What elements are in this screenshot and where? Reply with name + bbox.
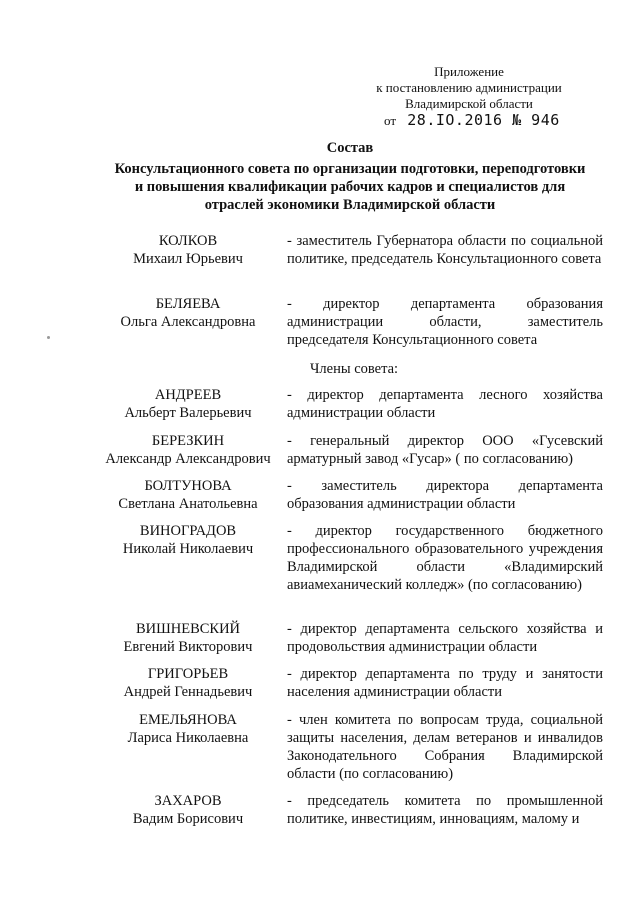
member-name [96,477,280,513]
member-given-name: Михаил Юрьевич [133,251,243,267]
title-line-1: Консультационного совета по организации подготовки, переподготовки [114,161,586,177]
appendix-region: Владимирской области [405,96,533,111]
member-role: - генеральный директор ООО «Гусевский арматурный завод «Гусар» ( по согласованию) [287,433,603,467]
document-title [80,139,620,214]
member-surname: ЕМЕЛЬЯНОВА [139,712,237,728]
member-name [96,620,280,656]
member-role: - заместитель Губернатора области по социальной политике, председатель Консультационного совета [287,233,603,267]
member-surname: ЗАХАРОВ [154,793,222,809]
margin-mark [47,336,50,339]
title-line-3: отраслей экономики Владимирской области [204,197,496,213]
appendix-header [364,64,574,112]
member-given-name: Вадим Борисович [132,811,244,827]
member-surname: АНДРЕЕВ [154,387,222,403]
member-role: - член комитета по вопросам труда, социальной защиты населения, делам ветеранов и инвалидов Законодательного Собрания Владимирской области (по согласованию) [287,712,603,782]
appendix-subtitle: к постановлению администрации [376,80,562,95]
member-role: - директор департамента сельского хозяйства и продовольствия администрации области [287,621,603,655]
members-section-label: Члены совета: [310,361,399,377]
member-given-name: Андрей Геннадьевич [123,684,253,700]
member-name [96,432,280,468]
member-surname: БЕРЕЗКИН [151,433,225,449]
member-role: - заместитель директора департамента образования администрации области [287,478,603,512]
member-given-name: Лариса Николаевна [127,730,249,746]
member-surname: ГРИГОРЬЕВ [147,666,229,682]
title-line-2: и повышения квалификации рабочих кадров и специалистов для [134,179,566,195]
appendix-title: Приложение [434,64,504,79]
order-prefix: от [384,113,397,128]
member-role: - председатель комитета по промышленной политике, инвестициям, инновациям, малому и [287,793,603,827]
order-line [384,111,560,130]
member-surname: ВИНОГРАДОВ [139,523,237,539]
member-given-name: Александр Александрович [105,451,271,467]
member-role: - директор департамента образования администрации области, заместитель председателя Консультационного совета [287,296,603,348]
member-name [96,711,280,747]
member-name [96,792,280,828]
member-surname: ВИШНЕВСКИЙ [135,621,241,637]
member-given-name: Ольга Александровна [120,314,256,330]
member-surname: БЕЛЯЕВА [155,296,221,312]
member-surname: БОЛТУНОВА [144,478,232,494]
member-given-name: Николай Николаевич [122,541,254,557]
member-name [96,232,280,268]
member-given-name: Светлана Анатольевна [118,496,258,512]
member-name [96,522,280,558]
member-role: - директор департамента по труду и занятости населения администрации области [287,666,603,700]
member-name [96,386,280,422]
order-date-number: 28.IO.2016 № 946 [407,111,560,129]
member-role: - директор департамента лесного хозяйства администрации области [287,387,603,421]
member-name [96,295,280,331]
member-name [96,665,280,701]
member-role: - директор государственного бюджетного профессионального образовательного учреждения Владимирской области «Владимирский авиамеханический колледж» (по согласованию) [287,523,603,593]
member-given-name: Евгений Викторович [123,639,253,655]
title-heading: Состав [326,140,374,156]
member-given-name: Альберт Валерьевич [124,405,252,421]
member-surname: КОЛКОВ [158,233,218,249]
